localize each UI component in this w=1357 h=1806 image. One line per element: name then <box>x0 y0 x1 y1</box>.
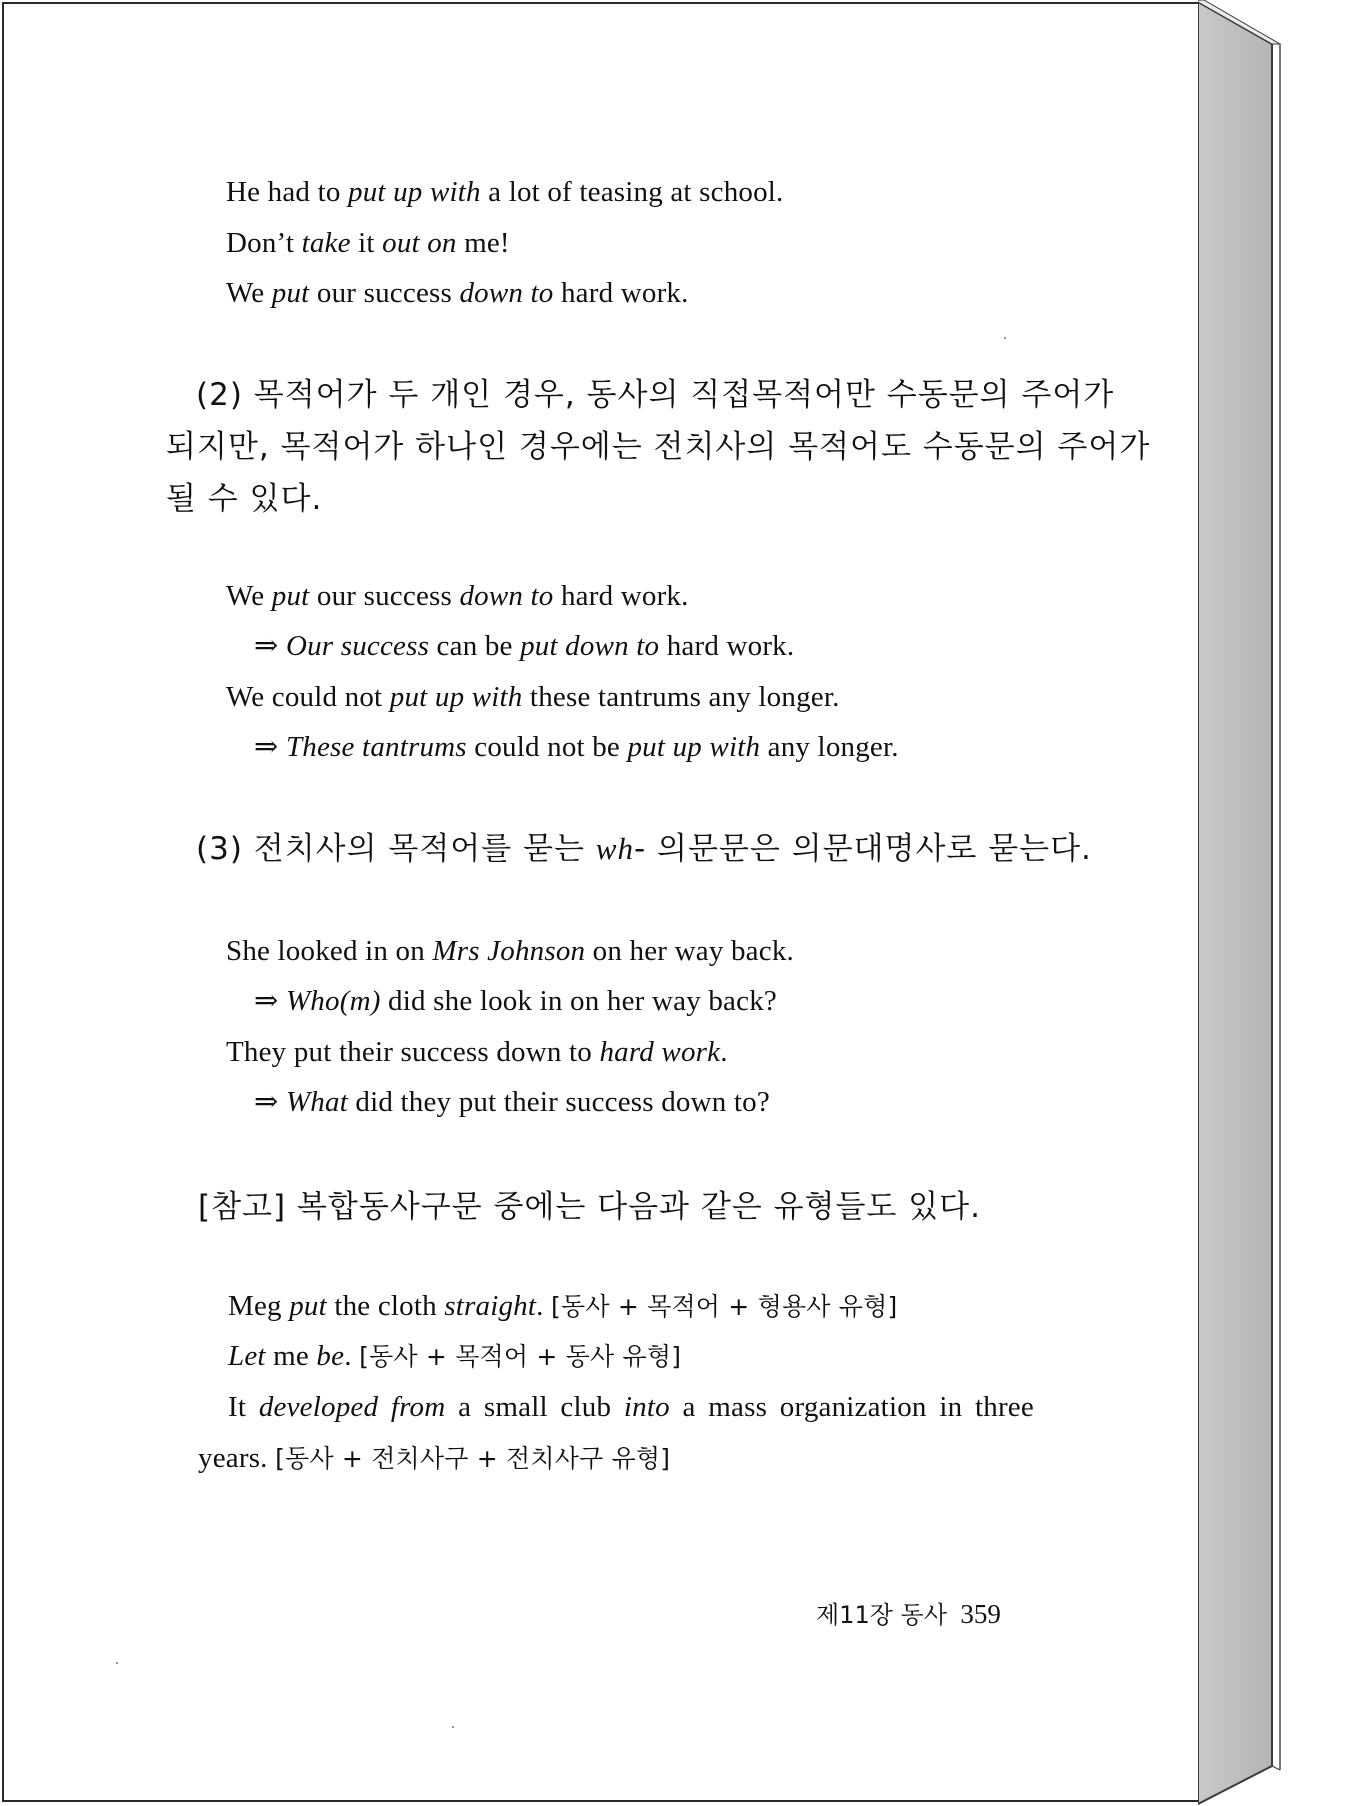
text: We <box>226 277 272 309</box>
text: hard work. <box>553 277 689 309</box>
italic-phrase: straight <box>444 1290 537 1322</box>
text: . <box>720 1036 728 1068</box>
italic-word: developed <box>258 1391 379 1423</box>
text: it <box>350 227 383 259</box>
text: 될 수 있다. <box>166 481 323 517</box>
example-line <box>254 628 794 664</box>
italic-phrase: These tantrums <box>285 731 467 763</box>
word: mass <box>708 1391 768 1423</box>
text: our success <box>309 580 460 612</box>
text: hard work. <box>553 580 689 612</box>
italic-phrase: put up with <box>389 681 523 713</box>
italic-phrase: put <box>289 1290 327 1322</box>
text: on her way back. <box>585 935 794 967</box>
italic-phrase: put up with <box>627 731 761 763</box>
example-line-justified <box>228 1389 1034 1425</box>
word: a <box>458 1391 472 1423</box>
italic-phrase: Our success <box>285 630 430 662</box>
italic-phrase: put down to <box>520 630 660 662</box>
example-line <box>254 983 777 1019</box>
arrow-icon: ⇒ <box>254 630 286 662</box>
word: club <box>560 1391 612 1423</box>
scan-speck <box>1004 337 1006 339</box>
text: [참고] 복합동사구문 중에는 다음과 같은 유형들도 있다. <box>198 1189 981 1225</box>
book-page <box>2 2 1198 1802</box>
italic-phrase: put <box>271 277 310 309</box>
book-edge <box>1198 0 1357 1806</box>
type-note: [동사 + 전치사구 + 전치사구 유형] <box>275 1444 671 1473</box>
text: We could not <box>226 681 390 713</box>
section-2-line-1 <box>196 377 1114 413</box>
arrow-icon: ⇒ <box>254 731 286 763</box>
text: did she look in on her way back? <box>380 985 777 1017</box>
example-line <box>226 679 840 715</box>
example-line <box>254 1084 770 1120</box>
text: any longer. <box>760 731 899 763</box>
text: He had to <box>226 176 348 208</box>
type-note: [동사 + 목적어 + 동사 유형] <box>359 1342 682 1371</box>
scan-speck <box>452 1726 454 1728</box>
example-line <box>226 933 794 969</box>
text: They put their success down to <box>226 1036 600 1068</box>
italic-phrase: be <box>316 1340 345 1372</box>
italic-phrase: What <box>285 1086 348 1118</box>
section-2-line-2 <box>166 429 1150 465</box>
word: small <box>483 1391 548 1423</box>
chapter-label: 제11장 동사 <box>816 1601 947 1629</box>
italic-phrase: hard work <box>599 1036 721 1068</box>
word: a <box>682 1391 696 1423</box>
text: (3) 전치사의 목적어를 묻는 <box>196 831 596 867</box>
text: 되지만, 목적어가 하나인 경우에는 전치사의 목적어도 수동문의 주어가 <box>166 429 1151 465</box>
italic-phrase: Who(m) <box>285 985 381 1017</box>
scan-speck <box>116 1662 118 1664</box>
italic-phrase: down to <box>459 580 554 612</box>
text: the cloth <box>326 1290 445 1322</box>
italic-word: from <box>390 1391 446 1423</box>
italic-word: into <box>623 1391 670 1423</box>
text: . <box>536 1290 552 1322</box>
italic-phrase: Let <box>228 1340 266 1372</box>
text: can be <box>429 630 521 662</box>
example-line <box>228 1288 897 1325</box>
page-number: 359 <box>960 1599 1001 1629</box>
text: - 의문문은 의문대명사로 묻는다. <box>633 831 1092 867</box>
text: We <box>226 580 272 612</box>
italic-phrase: Mrs Johnson <box>432 935 586 967</box>
italic-phrase: out on <box>382 227 457 259</box>
example-line <box>226 174 784 210</box>
italic-phrase: put up with <box>348 176 481 208</box>
text: me <box>265 1340 317 1372</box>
type-note: [동사 + 목적어 + 형용사 유형] <box>551 1292 898 1321</box>
italic-phrase: wh <box>595 831 634 866</box>
text: Meg <box>228 1290 290 1322</box>
text: (2) 목적어가 두 개인 경우, 동사의 직접목적어만 수동문의 주어가 <box>196 377 1115 413</box>
text: . <box>344 1340 360 1372</box>
word: in <box>939 1391 963 1423</box>
text: Don’t <box>226 227 302 259</box>
example-line <box>226 275 689 311</box>
italic-phrase: put <box>271 580 310 612</box>
section-3-heading <box>196 831 1092 867</box>
word: three <box>974 1391 1034 1423</box>
word: It <box>228 1391 247 1423</box>
text: me! <box>456 227 510 259</box>
note-heading <box>198 1189 981 1225</box>
text: could not be <box>466 731 628 763</box>
example-line <box>226 1034 728 1070</box>
text: these tantrums any longer. <box>522 681 840 713</box>
example-line <box>228 1338 681 1375</box>
page-footer <box>816 1597 1001 1632</box>
text: our success <box>309 277 460 309</box>
text: hard work. <box>659 630 795 662</box>
text: did they put their success down to? <box>347 1086 770 1118</box>
example-line <box>226 225 510 261</box>
italic-phrase: take <box>301 227 351 259</box>
example-line <box>198 1440 670 1477</box>
word: organization <box>779 1391 927 1423</box>
section-2-line-3 <box>166 481 322 517</box>
example-line <box>254 729 899 765</box>
text: She looked in on <box>226 935 433 967</box>
arrow-icon: ⇒ <box>254 1086 286 1118</box>
example-line <box>226 578 689 614</box>
text: a lot of teasing at school. <box>480 176 784 208</box>
text: years. <box>198 1442 276 1474</box>
italic-phrase: down to <box>459 277 554 309</box>
arrow-icon: ⇒ <box>254 985 286 1017</box>
